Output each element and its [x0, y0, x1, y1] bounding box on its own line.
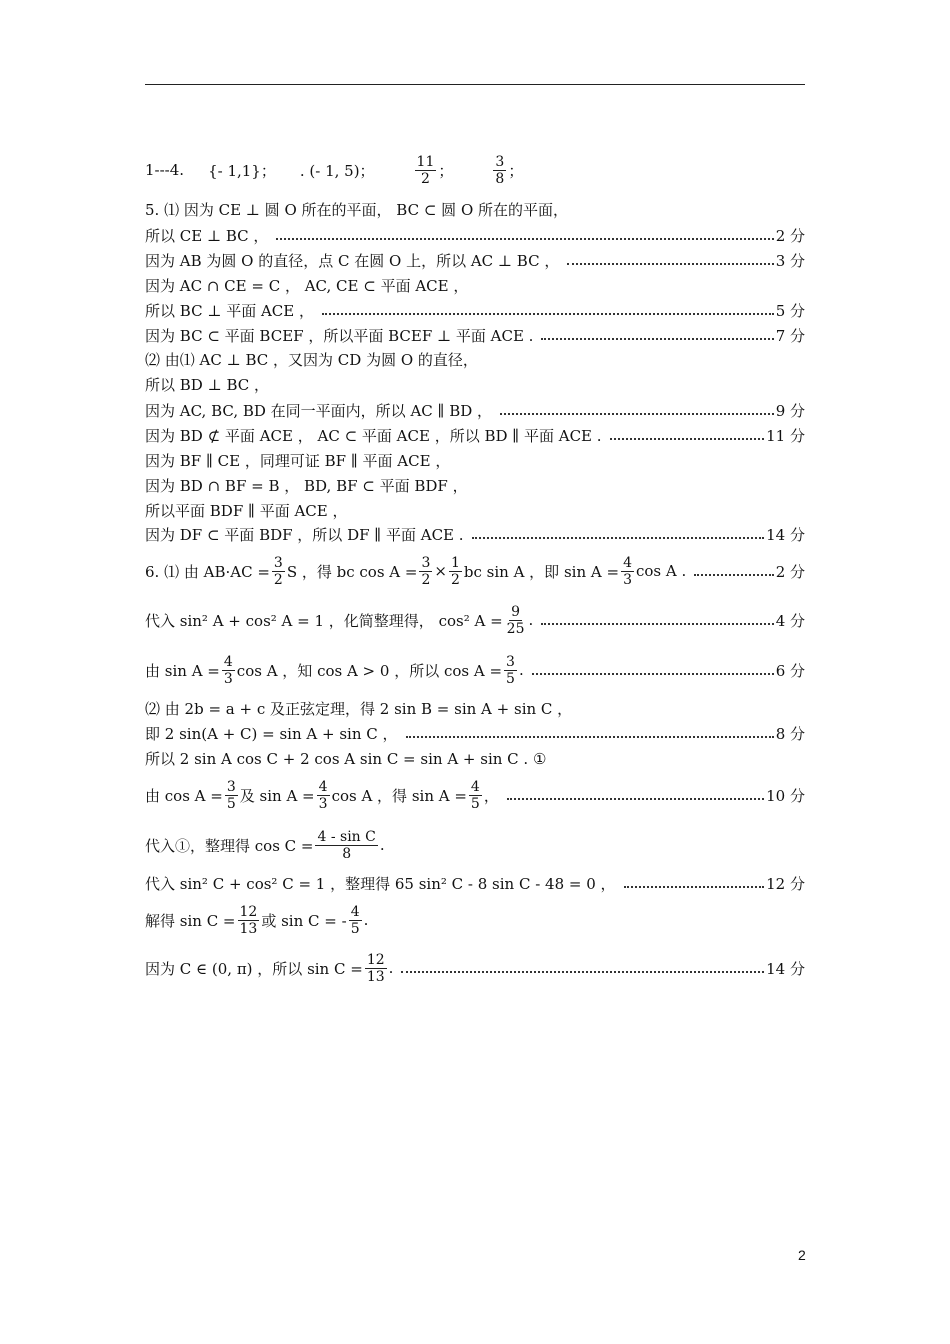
score: 2 分: [775, 562, 805, 581]
q6-line-2: 代入 sin² A + cos² A = 1 ，化简整理得， cos² A = $\frac{9}{25}$ . 4 分: [145, 603, 805, 637]
q5-line-10: 因为 BD ⊄ 平面 ACE ， AC ⊂ 平面 ACE ，所以 BD ∥ 平面 ACE . 11 分: [145, 426, 805, 445]
q5-line-4: 因为 AC ∩ CE = C ， AC, CE ⊂ 平面 ACE ，: [145, 276, 469, 295]
score: 10 分: [766, 786, 805, 805]
score: 6 分: [775, 661, 805, 680]
q5-line-11: 因为 BF ∥ CE ，同理可证 BF ∥ 平面 ACE ，: [145, 451, 451, 470]
q6-line-1: 6. ⑴ 由 AB·AC = $\frac{3}{2}$ S ，得 bc cos A = $\frac{3}{2}$ × $\frac{1}{2}$ bc sin A ，即 sin A = $\frac{4}{3}$ cos A . 2 分: [145, 554, 805, 588]
score: 7 分: [775, 326, 805, 345]
answer-3-fraction: $\frac{11}{2}$: [416, 153, 435, 187]
q6-line-9: 代入 sin² C + cos² C = 1 ，整理得 65 sin² C - 8 sin C - 48 = 0 ， 12 分: [145, 874, 805, 893]
score: 11 分: [766, 426, 805, 445]
q6-line-8: 代入①，整理得 cos C = $\frac{\text{4 - sin C}}{8}$ .: [145, 828, 385, 862]
q6-line-11: 因为 C ∈ (0, π) ，所以 sin C = $\frac{12}{13}$ . 14 分: [145, 951, 805, 985]
score: 4 分: [775, 611, 805, 630]
score: 5 分: [775, 301, 805, 320]
header-rule: [145, 84, 805, 85]
score: 14 分: [766, 959, 805, 978]
q5-line-13: 所以平面 BDF ∥ 平面 ACE ，: [145, 501, 348, 520]
q5-line-6: 因为 BC ⊂ 平面 BCEF ，所以平面 BCEF ⊥ 平面 ACE . 7 分: [145, 326, 805, 345]
q5-line-5: 所以 BC ⊥ 平面 ACE ， 5 分: [145, 301, 805, 320]
q5-line-12: 因为 BD ∩ BF = B ， BD, BF ⊂ 平面 BDF ，: [145, 476, 468, 495]
q6-line-5: 即 2 sin(A + C) = sin A + sin C ， 8 分: [145, 724, 805, 743]
q6-line-10: 解得 sin C = $\frac{12}{13}$ 或 sin C = - $\frac{4}{5}$ .: [145, 903, 369, 937]
score: 8 分: [775, 724, 805, 743]
score: 3 分: [775, 251, 805, 270]
q5-line-3: 因为 AB 为圆 O 的直径，点 C 在圆 O 上，所以 AC ⊥ BC ， 3 分: [145, 251, 805, 270]
q5-line-9: 因为 AC, BC, BD 在同一平面内，所以 AC ∥ BD ， 9 分: [145, 401, 805, 420]
q6-line-7: 由 cos A = $\frac{3}{5}$ 及 sin A = $\frac{4}{3}$ cos A ，得 sin A = $\frac{4}{5}$ ， 10 分: [145, 778, 805, 812]
page-number: 2: [798, 1247, 806, 1263]
score: 14 分: [766, 525, 805, 544]
answer-1: {- 1,1}；: [208, 161, 276, 180]
score: 9 分: [775, 401, 805, 420]
answer-2: . (- 1, 5)；: [299, 161, 375, 180]
answers-1-4: 1---4. {- 1,1}； . (- 1, 5)； $\frac{11}{2}$ ； $\frac{3}{8}$ ；: [145, 153, 524, 187]
q5-line-14: 因为 DF ⊂ 平面 BDF ，所以 DF ∥ 平面 ACE . 14 分: [145, 525, 805, 544]
q5-line-1: 5. ⑴ 因为 CE ⊥ 圆 O 所在的平面， BC ⊂ 圆 O 所在的平面，: [145, 200, 569, 219]
q5-line-2: 所以 CE ⊥ BC ， 2 分: [145, 226, 805, 245]
score: 2 分: [775, 226, 805, 245]
score: 12 分: [766, 874, 805, 893]
answers-label: 1---4.: [145, 161, 185, 179]
q5-line-8: 所以 BD ⊥ BC ，: [145, 375, 270, 394]
q6-line-4: ⑵ 由 2b = a + c 及正弦定理，得 2 sin B = sin A + sin C ，: [145, 699, 573, 718]
q5-line-7: ⑵ 由⑴ AC ⊥ BC ，又因为 CD 为圆 O 的直径，: [145, 350, 478, 369]
q6-line-6: 所以 2 sin A cos C + 2 cos A sin C = sin A + sin C . ①: [145, 749, 547, 768]
answer-4-fraction: $\frac{3}{8}$: [495, 153, 505, 187]
q6-line-3: 由 sin A = $\frac{4}{3}$ cos A ，知 cos A > 0 ，所以 cos A = $\frac{3}{5}$ . 6 分: [145, 653, 805, 687]
